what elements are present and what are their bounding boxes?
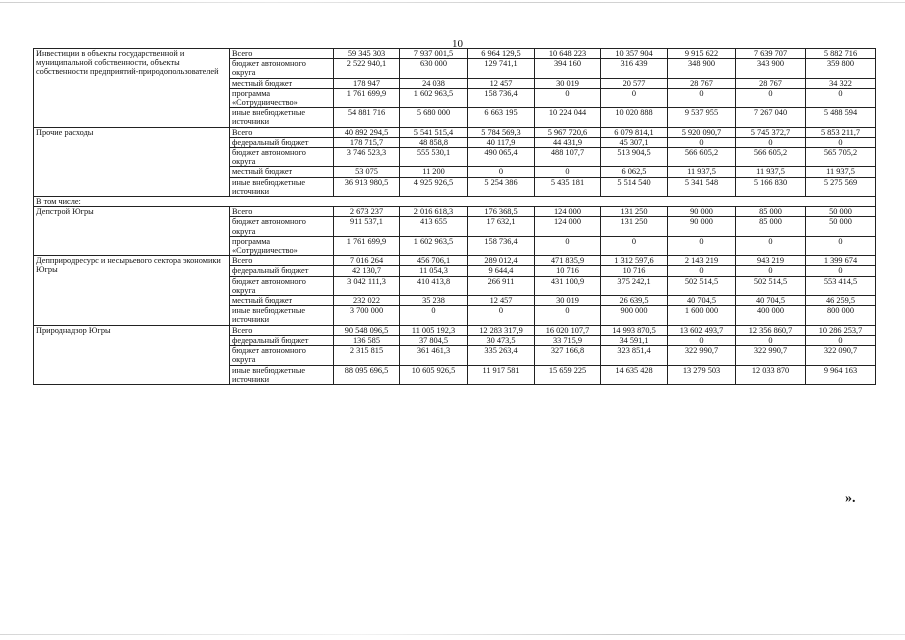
value-cell: 266 911: [468, 276, 535, 295]
funding-source-cell: бюджет автономного округа: [230, 276, 334, 295]
value-cell: 158 736,4: [468, 236, 535, 255]
organization-cell: Депстрой Югры: [34, 207, 230, 256]
organization-cell: Прочие расходы: [34, 127, 230, 196]
organization-cell: Инвестиции в объекты государственной и муниципальной собственности, объекты собственности предприятий-природопользователей: [34, 49, 230, 128]
value-cell: 0: [535, 306, 601, 325]
value-cell: 12 457: [468, 78, 535, 88]
value-cell: 90 000: [668, 207, 736, 217]
value-cell: 488 107,7: [535, 148, 601, 167]
value-cell: 178 715,7: [334, 137, 400, 147]
value-cell: 10 286 253,7: [806, 325, 876, 335]
table-row: [34, 49, 876, 59]
value-cell: 12 457: [468, 296, 535, 306]
value-cell: 335 263,4: [468, 346, 535, 365]
value-cell: 85 000: [736, 207, 806, 217]
value-cell: 9 537 955: [668, 108, 736, 127]
value-cell: 7 267 040: [736, 108, 806, 127]
value-cell: 800 000: [806, 306, 876, 325]
value-cell: 0: [736, 335, 806, 345]
value-cell: 14 635 428: [601, 365, 668, 384]
value-cell: 6 663 195: [468, 108, 535, 127]
value-cell: 359 800: [806, 59, 876, 78]
value-cell: 50 000: [806, 207, 876, 217]
value-cell: 0: [668, 236, 736, 255]
value-cell: 9 964 163: [806, 365, 876, 384]
value-cell: 456 706,1: [400, 256, 468, 266]
value-cell: 322 990,7: [736, 346, 806, 365]
value-cell: 7 016 264: [334, 256, 400, 266]
funding-source-cell: Всего: [230, 127, 334, 137]
value-cell: 0: [806, 88, 876, 107]
value-cell: 45 307,1: [601, 137, 668, 147]
value-cell: 34 591,1: [601, 335, 668, 345]
value-cell: 5 853 211,7: [806, 127, 876, 137]
value-cell: 2 673 237: [334, 207, 400, 217]
value-cell: 7 639 707: [736, 49, 806, 59]
value-cell: 322 990,7: [668, 346, 736, 365]
value-cell: 232 022: [334, 296, 400, 306]
value-cell: 131 250: [601, 207, 668, 217]
value-cell: 490 065,4: [468, 148, 535, 167]
value-cell: 5 341 548: [668, 177, 736, 196]
value-cell: 10 020 888: [601, 108, 668, 127]
value-cell: 1 312 597,6: [601, 256, 668, 266]
budget-table: [33, 48, 876, 385]
value-cell: 2 016 618,3: [400, 207, 468, 217]
funding-source-cell: иные внебюджетные источники: [230, 365, 334, 384]
value-cell: 5 488 594: [806, 108, 876, 127]
funding-source-cell: иные внебюджетные источники: [230, 177, 334, 196]
funding-source-cell: иные внебюджетные источники: [230, 108, 334, 127]
value-cell: 471 835,9: [535, 256, 601, 266]
organization-cell: Природнадзор Югры: [34, 325, 230, 384]
value-cell: 0: [736, 137, 806, 147]
value-cell: 11 937,5: [668, 167, 736, 177]
funding-source-cell: федеральный бюджет: [230, 335, 334, 345]
value-cell: 555 530,1: [400, 148, 468, 167]
value-cell: 375 242,1: [601, 276, 668, 295]
table-row: [34, 256, 876, 266]
funding-source-cell: бюджет автономного округа: [230, 346, 334, 365]
value-cell: 502 514,5: [668, 276, 736, 295]
value-cell: 46 259,5: [806, 296, 876, 306]
value-cell: 90 548 096,5: [334, 325, 400, 335]
funding-source-cell: местный бюджет: [230, 296, 334, 306]
value-cell: 413 655: [400, 217, 468, 236]
value-cell: 0: [468, 306, 535, 325]
value-cell: 14 993 870,5: [601, 325, 668, 335]
value-cell: 10 224 044: [535, 108, 601, 127]
value-cell: 911 537,1: [334, 217, 400, 236]
value-cell: 1 399 674: [806, 256, 876, 266]
funding-source-cell: Всего: [230, 325, 334, 335]
value-cell: 36 913 980,5: [334, 177, 400, 196]
value-cell: 40 704,5: [668, 296, 736, 306]
value-cell: 85 000: [736, 217, 806, 236]
table-row: [34, 127, 876, 137]
value-cell: 48 858,8: [400, 137, 468, 147]
value-cell: 24 038: [400, 78, 468, 88]
value-cell: 900 000: [601, 306, 668, 325]
value-cell: 5 435 181: [535, 177, 601, 196]
value-cell: 6 079 814,1: [601, 127, 668, 137]
funding-source-cell: Всего: [230, 49, 334, 59]
value-cell: 2 143 219: [668, 256, 736, 266]
value-cell: 53 075: [334, 167, 400, 177]
value-cell: 28 767: [668, 78, 736, 88]
value-cell: 129 741,1: [468, 59, 535, 78]
value-cell: 0: [601, 236, 668, 255]
scan-edge-top: [0, 2, 905, 3]
value-cell: 323 851,4: [601, 346, 668, 365]
funding-source-cell: бюджет автономного округа: [230, 148, 334, 167]
value-cell: 44 431,9: [535, 137, 601, 147]
value-cell: 0: [601, 88, 668, 107]
value-cell: 9 644,4: [468, 266, 535, 276]
value-cell: 11 937,5: [806, 167, 876, 177]
value-cell: 6 964 129,5: [468, 49, 535, 59]
value-cell: 3 700 000: [334, 306, 400, 325]
funding-source-cell: иные внебюджетные источники: [230, 306, 334, 325]
value-cell: 20 577: [601, 78, 668, 88]
value-cell: 343 900: [736, 59, 806, 78]
value-cell: 50 000: [806, 217, 876, 236]
value-cell: 0: [736, 236, 806, 255]
value-cell: 1 602 963,5: [400, 88, 468, 107]
value-cell: 0: [468, 167, 535, 177]
value-cell: 12 283 317,9: [468, 325, 535, 335]
value-cell: 553 414,5: [806, 276, 876, 295]
page-number: 10: [452, 38, 463, 50]
value-cell: 7 937 001,5: [400, 49, 468, 59]
value-cell: 12 356 860,7: [736, 325, 806, 335]
value-cell: 566 605,2: [736, 148, 806, 167]
value-cell: 30 473,5: [468, 335, 535, 345]
value-cell: 136 585: [334, 335, 400, 345]
value-cell: 6 062,5: [601, 167, 668, 177]
value-cell: 2 522 940,1: [334, 59, 400, 78]
value-cell: 400 000: [736, 306, 806, 325]
value-cell: 0: [806, 266, 876, 276]
value-cell: 11 200: [400, 167, 468, 177]
value-cell: 13 602 493,7: [668, 325, 736, 335]
value-cell: 289 012,4: [468, 256, 535, 266]
value-cell: 10 648 223: [535, 49, 601, 59]
funding-source-cell: федеральный бюджет: [230, 266, 334, 276]
table-row: [34, 207, 876, 217]
value-cell: 5 967 720,6: [535, 127, 601, 137]
value-cell: 630 000: [400, 59, 468, 78]
value-cell: 0: [668, 88, 736, 107]
value-cell: 1 600 000: [668, 306, 736, 325]
value-cell: 90 000: [668, 217, 736, 236]
value-cell: 5 514 540: [601, 177, 668, 196]
organization-cell: Депприродресурс и несырьевого сектора экономики Югры: [34, 256, 230, 325]
table-row: [34, 325, 876, 335]
value-cell: 26 639,5: [601, 296, 668, 306]
value-cell: 13 279 503: [668, 365, 736, 384]
subsection-heading: В том числе:: [34, 197, 876, 207]
value-cell: 5 254 386: [468, 177, 535, 196]
value-cell: 37 804,5: [400, 335, 468, 345]
funding-source-cell: бюджет автономного округа: [230, 59, 334, 78]
closing-quote-mark: ».: [845, 491, 856, 506]
value-cell: 348 900: [668, 59, 736, 78]
value-cell: 35 238: [400, 296, 468, 306]
value-cell: 5 680 000: [400, 108, 468, 127]
value-cell: 40 117,9: [468, 137, 535, 147]
value-cell: 322 090,7: [806, 346, 876, 365]
value-cell: 0: [535, 236, 601, 255]
value-cell: 15 659 225: [535, 365, 601, 384]
value-cell: 3 746 523,3: [334, 148, 400, 167]
value-cell: 5 784 569,3: [468, 127, 535, 137]
value-cell: 1 761 699,9: [334, 88, 400, 107]
value-cell: 0: [535, 167, 601, 177]
value-cell: 0: [668, 137, 736, 147]
value-cell: 5 166 830: [736, 177, 806, 196]
value-cell: 131 250: [601, 217, 668, 236]
value-cell: 0: [668, 335, 736, 345]
value-cell: 12 033 870: [736, 365, 806, 384]
value-cell: 5 920 090,7: [668, 127, 736, 137]
funding-source-cell: местный бюджет: [230, 167, 334, 177]
value-cell: 0: [400, 306, 468, 325]
value-cell: 16 020 107,7: [535, 325, 601, 335]
value-cell: 5 541 515,4: [400, 127, 468, 137]
value-cell: 30 019: [535, 78, 601, 88]
value-cell: 0: [668, 266, 736, 276]
value-cell: 327 166,8: [535, 346, 601, 365]
value-cell: 566 605,2: [668, 148, 736, 167]
funding-source-cell: местный бюджет: [230, 78, 334, 88]
value-cell: 42 130,7: [334, 266, 400, 276]
value-cell: 410 413,8: [400, 276, 468, 295]
value-cell: 176 368,5: [468, 207, 535, 217]
value-cell: 565 705,2: [806, 148, 876, 167]
funding-source-cell: программа «Сотрудничество»: [230, 236, 334, 255]
value-cell: 11 054,3: [400, 266, 468, 276]
value-cell: 11 937,5: [736, 167, 806, 177]
value-cell: 2 315 815: [334, 346, 400, 365]
value-cell: 28 767: [736, 78, 806, 88]
value-cell: 11 917 581: [468, 365, 535, 384]
value-cell: 5 275 569: [806, 177, 876, 196]
value-cell: 361 461,3: [400, 346, 468, 365]
value-cell: 0: [535, 88, 601, 107]
value-cell: 10 716: [535, 266, 601, 276]
value-cell: 10 716: [601, 266, 668, 276]
value-cell: 30 019: [535, 296, 601, 306]
value-cell: 0: [806, 335, 876, 345]
funding-source-cell: Всего: [230, 207, 334, 217]
value-cell: 0: [806, 236, 876, 255]
value-cell: 0: [736, 266, 806, 276]
value-cell: 124 000: [535, 217, 601, 236]
table-row: [34, 197, 876, 207]
value-cell: 124 000: [535, 207, 601, 217]
value-cell: 178 947: [334, 78, 400, 88]
value-cell: 0: [736, 88, 806, 107]
value-cell: 943 219: [736, 256, 806, 266]
value-cell: 3 042 111,3: [334, 276, 400, 295]
funding-source-cell: программа «Сотрудничество»: [230, 88, 334, 107]
value-cell: 9 915 622: [668, 49, 736, 59]
value-cell: 11 005 192,3: [400, 325, 468, 335]
value-cell: 158 736,4: [468, 88, 535, 107]
value-cell: 316 439: [601, 59, 668, 78]
value-cell: 5 745 372,7: [736, 127, 806, 137]
funding-source-cell: бюджет автономного округа: [230, 217, 334, 236]
value-cell: 1 761 699,9: [334, 236, 400, 255]
value-cell: 502 514,5: [736, 276, 806, 295]
value-cell: 10 357 904: [601, 49, 668, 59]
value-cell: 1 602 963,5: [400, 236, 468, 255]
funding-source-cell: федеральный бюджет: [230, 137, 334, 147]
value-cell: 513 904,5: [601, 148, 668, 167]
value-cell: 54 881 716: [334, 108, 400, 127]
value-cell: 40 892 294,5: [334, 127, 400, 137]
value-cell: 0: [806, 137, 876, 147]
value-cell: 431 100,9: [535, 276, 601, 295]
value-cell: 394 160: [535, 59, 601, 78]
value-cell: 4 925 926,5: [400, 177, 468, 196]
value-cell: 88 095 696,5: [334, 365, 400, 384]
value-cell: 17 632,1: [468, 217, 535, 236]
value-cell: 10 605 926,5: [400, 365, 468, 384]
value-cell: 34 322: [806, 78, 876, 88]
value-cell: 5 882 716: [806, 49, 876, 59]
value-cell: 33 715,9: [535, 335, 601, 345]
funding-source-cell: Всего: [230, 256, 334, 266]
scan-edge-bottom: [0, 634, 905, 635]
value-cell: 59 345 303: [334, 49, 400, 59]
value-cell: 40 704,5: [736, 296, 806, 306]
